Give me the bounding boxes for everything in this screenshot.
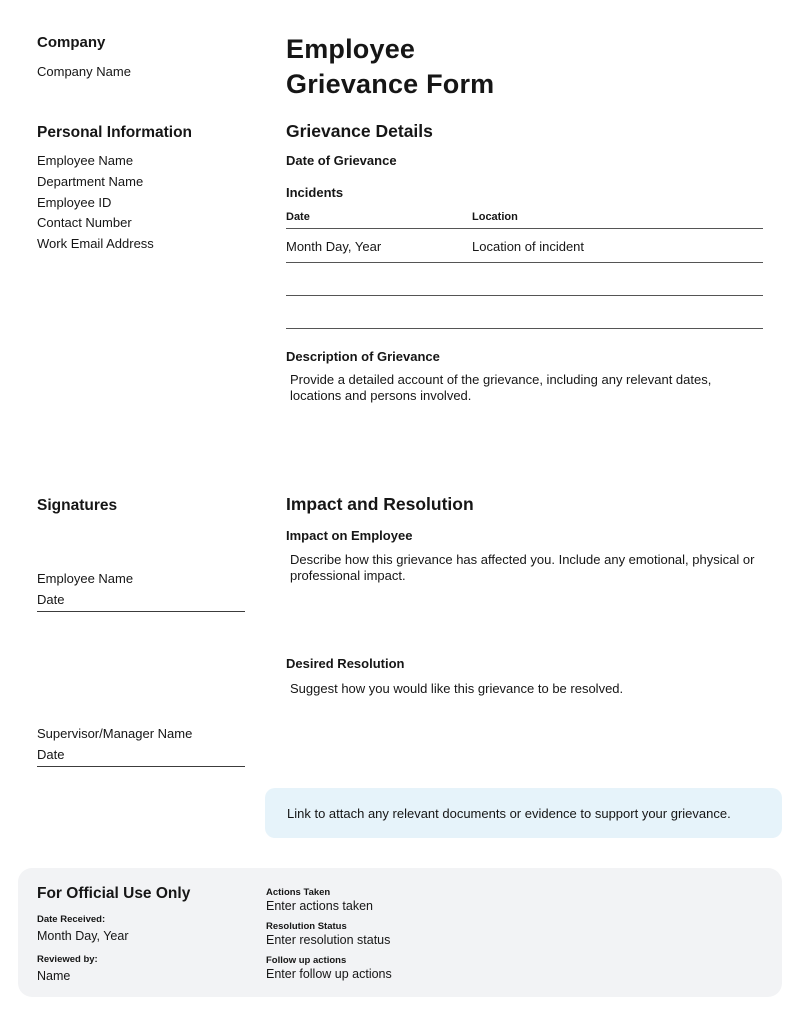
page-title [286, 32, 494, 102]
company-name-field[interactable]: Company Name [37, 64, 131, 79]
employee-signature-line[interactable] [37, 611, 245, 612]
column-header-date: Date [286, 211, 310, 223]
incidents-table [286, 211, 763, 329]
attachment-link-text[interactable]: Link to attach any relevant documents or evidence to support your grievance. [287, 805, 731, 821]
page-title-line1: Employee [286, 34, 416, 64]
desired-resolution-label: Desired Resolution [286, 656, 405, 671]
date-of-grievance-label: Date of Grievance [286, 153, 397, 168]
supervisor-signature-block [37, 723, 245, 767]
supervisor-signature-line[interactable] [37, 766, 245, 767]
personal-information-heading: Personal Information [37, 124, 193, 141]
resolution-status-label: Resolution Status [266, 921, 347, 932]
employee-signature-name-label: Employee Name [37, 571, 134, 586]
date-received-field[interactable]: Month Day, Year [37, 929, 129, 943]
contact-number-field[interactable]: Contact Number [37, 215, 132, 231]
desired-resolution-field[interactable]: Suggest how you would like this grievance to be resolved. [290, 681, 624, 696]
reviewed-by-field[interactable]: Name [37, 969, 71, 983]
incident-row-empty[interactable] [286, 296, 763, 328]
incidents-table-header [286, 211, 763, 228]
date-received-label: Date Received: [37, 914, 106, 925]
reviewed-by-label: Reviewed by: [37, 954, 98, 965]
work-email-field[interactable]: Work Email Address [37, 236, 154, 252]
incident-location-field[interactable]: Location of incident [472, 239, 585, 254]
actions-taken-field[interactable]: Enter actions taken [266, 899, 374, 913]
impact-resolution-heading: Impact and Resolution [286, 494, 474, 514]
incident-row-empty[interactable] [286, 263, 763, 295]
employee-name-field[interactable]: Employee Name [37, 153, 134, 168]
signatures-heading: Signatures [37, 497, 118, 514]
supervisor-signature-date-label: Date [37, 747, 65, 762]
grievance-details-heading: Grievance Details [286, 121, 433, 141]
impact-on-employee-field[interactable]: Describe how this grievance has affected you. Include any emotional, physical or professional impact. [290, 552, 755, 583]
table-divider [286, 328, 763, 329]
description-of-grievance-field[interactable]: Provide a detailed account of the grievance, including any relevant dates, locations and persons involved. [290, 372, 712, 403]
resolution-status-field[interactable]: Enter resolution status [266, 933, 391, 947]
description-of-grievance-label: Description of Grievance [286, 349, 440, 364]
employee-signature-block [37, 568, 245, 612]
impact-on-employee-label: Impact on Employee [286, 528, 413, 543]
official-use-right-column [266, 887, 392, 981]
incident-date-field[interactable]: Month Day, Year [286, 239, 382, 254]
official-use-heading: For Official Use Only [37, 885, 191, 902]
incidents-label: Incidents [286, 185, 344, 200]
attachment-link[interactable] [265, 788, 782, 838]
follow-up-actions-field[interactable]: Enter follow up actions [266, 967, 392, 981]
incident-row[interactable] [286, 229, 763, 262]
official-use-left-column [37, 885, 190, 983]
department-name-field[interactable]: Department Name [37, 173, 144, 189]
follow-up-actions-label: Follow up actions [266, 955, 347, 966]
company-label: Company [37, 34, 106, 51]
employee-signature-date-label: Date [37, 592, 65, 607]
column-header-location: Location [472, 211, 518, 223]
official-use-section [18, 868, 782, 997]
employee-id-field[interactable]: Employee ID [37, 194, 112, 210]
supervisor-signature-name-label: Supervisor/Manager Name [37, 726, 193, 741]
actions-taken-label: Actions Taken [266, 887, 331, 898]
page-title-line2: Grievance Form [286, 69, 495, 99]
personal-information-fields [37, 151, 154, 255]
